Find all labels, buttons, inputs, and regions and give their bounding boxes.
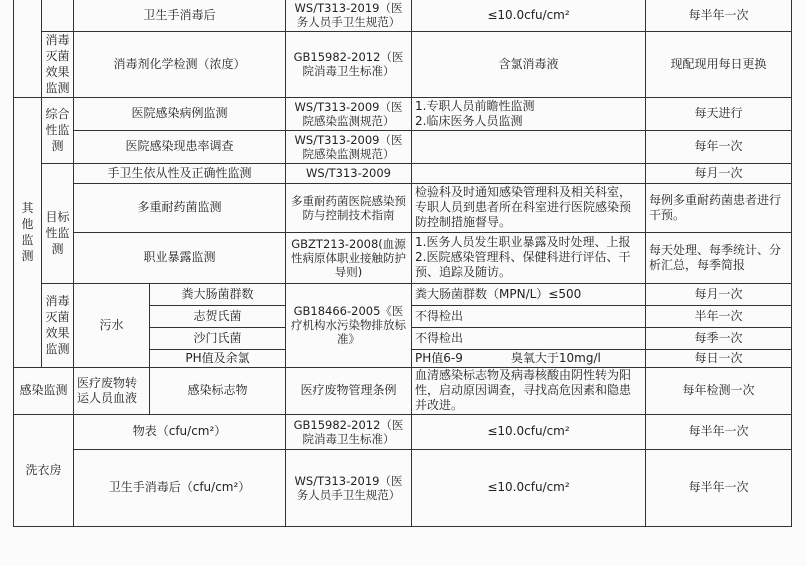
group-label: 其他监测: [14, 97, 42, 367]
item-cell: 志贺氏菌: [150, 305, 286, 327]
standard-cell: WS/T313-2019（医务人员手卫生规范）: [286, 0, 412, 31]
category-cell: [14, 0, 42, 97]
group-label: 感染监测: [14, 367, 74, 414]
table-row: [14, 367, 792, 414]
requirement-cell: [412, 130, 646, 163]
item-cell: 职业暴露监测: [74, 232, 286, 283]
standard-cell: WS/T313-2009（医院感染监测规范）: [286, 130, 412, 163]
item-cell: 物表（cfu/cm²）: [74, 414, 286, 449]
table-row: [14, 232, 792, 283]
frequency-cell: 每季一次: [646, 327, 792, 349]
requirement-cell: 不得检出: [412, 327, 646, 349]
requirement-line: 1.专职人员前瞻性监测: [415, 98, 535, 113]
table-row: [14, 0, 792, 31]
requirement-cell: 粪大肠菌群数（MPN/L）≤500: [412, 283, 646, 305]
standard-cell: 医疗废物管理条例: [286, 367, 412, 414]
item-cell: 粪大肠菌群数: [150, 283, 286, 305]
table-row: [14, 97, 792, 130]
category-cell: [42, 163, 74, 183]
frequency-cell: 半年一次: [646, 305, 792, 327]
requirement-cell: ≤10.0cfu/cm²: [412, 414, 646, 449]
item-cell: 卫生手消毒后（cfu/cm²）: [74, 449, 286, 526]
frequency-cell: 每天处理、每季统计、分析汇总，每季简报: [646, 232, 792, 283]
frequency-cell: 每半年一次: [646, 414, 792, 449]
standard-cell: WS/T313-2009: [286, 163, 412, 183]
frequency-cell: 每月一次: [646, 163, 792, 183]
frequency-cell: 每日一次: [646, 349, 792, 367]
requirement-cell: 1.医务人员发生职业暴露及时处理、上报 2.医院感染管理科、保健科进行评估、干预、追踪及随访。: [412, 232, 646, 283]
standard-cell: GBZT213-2008(血源性病原体职业接触防护导则): [286, 232, 412, 283]
group-label: 洗衣房: [14, 414, 74, 526]
table-row: [14, 283, 792, 305]
group-label: 消毒灭菌效果监测: [42, 283, 74, 367]
requirement-cell: 检验科及时通知感染管理科及相关科室，专职人员到患者所在科室进行医院感染预防控制措施督导。: [412, 183, 646, 232]
requirement-cell: [412, 97, 646, 130]
requirement-line: 2.临床医务人员监测: [415, 113, 523, 128]
frequency-cell: 每天进行: [646, 97, 792, 130]
table-row: [14, 163, 792, 183]
standard-cell: WS/T313-2019（医务人员手卫生规范）: [286, 449, 412, 526]
item-cell: 感染标志物: [150, 367, 286, 414]
frequency-cell: 每半年一次: [646, 0, 792, 31]
frequency-cell: 每年一次: [646, 130, 792, 163]
item-cell: 沙门氏菌: [150, 327, 286, 349]
requirement-cell: ≤10.0cfu/cm²: [412, 0, 646, 31]
frequency-cell: 现配现用每日更换: [646, 31, 792, 97]
group-label: 综合性监测: [42, 97, 74, 163]
item-cell: 医院感染病例监测: [74, 97, 286, 130]
requirement-cell: ≤10.0cfu/cm²: [412, 449, 646, 526]
item-cell: 医院感染现患率调查: [74, 130, 286, 163]
standard-cell: GB15982-2012（医院消毒卫生标准）: [286, 31, 412, 97]
standard-cell: 多重耐药菌医院感染预防与控制技术指南: [286, 183, 412, 232]
requirement-cell: 血清感染标志物及病毒核酸由阴性转为阳性，启动原因调查，寻找高危因素和隐患并改进。: [412, 367, 646, 414]
requirement-cell: [412, 163, 646, 183]
frequency-cell: 每年检测一次: [646, 367, 792, 414]
item-cell: 多重耐药菌监测: [74, 183, 286, 232]
table-row: [14, 449, 792, 526]
table-row: [14, 130, 792, 163]
item-cell: 手卫生依从性及正确性监测: [74, 163, 286, 183]
group-label: 目标性监测: [42, 183, 74, 283]
subgroup-label: 医疗废物转运人员血液: [74, 367, 150, 414]
standard-cell: GB15982-2012（医院消毒卫生标准）: [286, 414, 412, 449]
requirement-cell: 含氯消毒液: [412, 31, 646, 97]
frequency-cell: 每例多重耐药菌患者进行干预。: [646, 183, 792, 232]
group-label: 消毒灭菌效果监测: [42, 31, 74, 97]
item-cell: 卫生手消毒后: [74, 0, 286, 31]
monitoring-table: [13, 0, 792, 527]
table-row: [14, 414, 792, 449]
subgroup-label: 污水: [74, 283, 150, 367]
requirement-cell: 不得检出: [412, 305, 646, 327]
category-cell: [42, 0, 74, 31]
table-row: [14, 31, 792, 97]
standard-cell: GB18466-2005《医疗机构水污染物排放标准》: [286, 283, 412, 367]
frequency-cell: 每半年一次: [646, 449, 792, 526]
frequency-cell: 每月一次: [646, 283, 792, 305]
requirement-cell: PH值6-9 臭氧大于10mg/l: [412, 349, 646, 367]
standard-cell: WS/T313-2009（医院感染监测规范）: [286, 97, 412, 130]
table-row: [14, 183, 792, 232]
item-cell: PH值及余氯: [150, 349, 286, 367]
item-cell: 消毒剂化学检测（浓度）: [74, 31, 286, 97]
